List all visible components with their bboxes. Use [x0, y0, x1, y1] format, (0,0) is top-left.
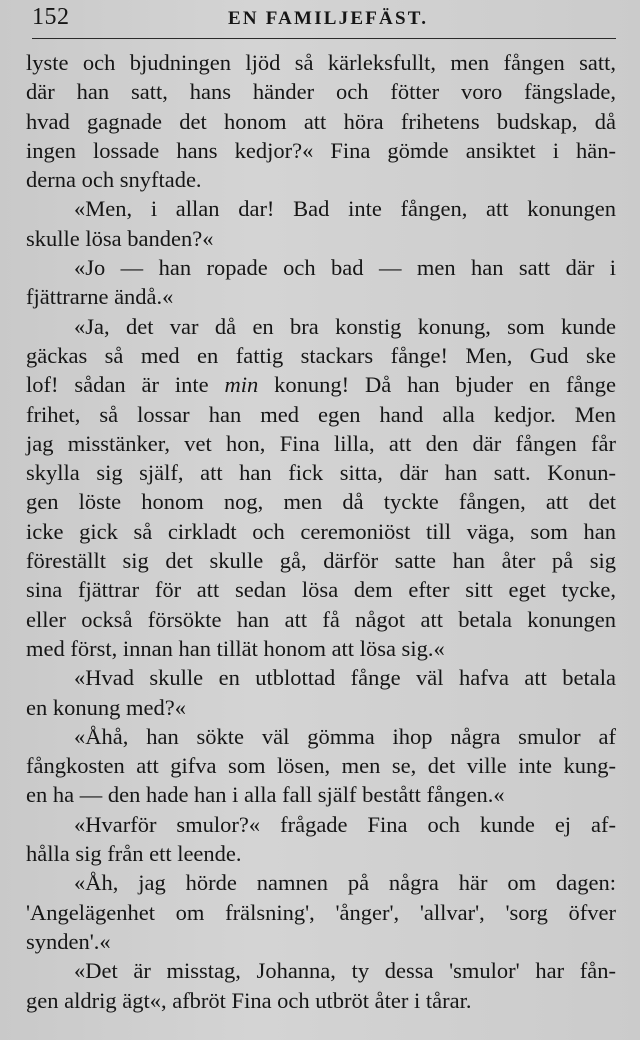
text-line: «Åh, jag hörde namnen på några här om dagen: [74, 870, 616, 896]
text-line: 'Angelägenhet om frälsning', 'ånger', 'allvar', 'sorg öfver [26, 899, 616, 925]
paragraph [26, 956, 616, 1015]
text-line: gäckas så med en fattig stackars fånge! Men, Gud ske [26, 342, 616, 368]
text-line: «Men, i allan dar! Bad inte fången, att konungen [74, 196, 616, 222]
page-number: 152 [32, 4, 70, 30]
text-line: «Ja, det var då en bra konstig konung, som kunde [74, 313, 616, 339]
text-line: hålla sig från ett leende. [26, 841, 242, 867]
paragraph [26, 194, 616, 253]
text-line: föreställt sig det skulle gå, därför satte han åter på sig [26, 548, 616, 574]
text-line: en ha — den hade han i alla fall själf bestått fången.« [26, 782, 505, 808]
text-line: lyste och bjudningen ljöd så kärleksfullt, men fången satt, [26, 50, 616, 75]
text-line: «Åhå, han sökte väl gömma ihop några smulor af [74, 723, 616, 749]
text-line: icke gick så cirkladt och ceremoniöst till väga, som han [26, 518, 616, 544]
body-text [26, 48, 616, 1015]
paragraph [26, 722, 616, 810]
text-line: «Hvarför smulor?« frågade Fina och kunde ej af- [74, 811, 616, 837]
text-line: gen aldrig ägt«, afbröt Fina och utbröt åter i tårar. [26, 987, 472, 1013]
text-line: eller också försökte han att få något att betala konungen [26, 606, 616, 632]
text-line: «Jo — han ropade och bad — men han satt där i [74, 255, 616, 281]
text-line: gen löste honom nog, men då tyckte fången, att det [26, 489, 616, 515]
text-line: där han satt, hans händer och fötter voro fängslade, [26, 79, 616, 105]
paragraph [26, 868, 616, 956]
paragraph [26, 253, 616, 312]
text-line: hvad gagnade det honom att höra frihetens budskap, då [26, 108, 616, 134]
paragraph [26, 312, 616, 664]
text-line: ingen lossade hans kedjor?« Fina gömde ansiktet i hän- [26, 137, 616, 163]
page-header [32, 2, 616, 39]
text-line: jag misstänker, vet hon, Fina lilla, att den där fången får [26, 430, 616, 456]
paragraph [26, 663, 616, 722]
text-line: «Det är misstag, Johanna, ty dessa 'smulor' har fån- [74, 958, 616, 984]
paragraph [26, 810, 616, 869]
text-line: frihet, så lossar han med egen hand alla kedjor. Men [26, 401, 616, 427]
running-head: EN FAMILJEFÄST. [228, 8, 429, 29]
text-line: synden'.« [26, 928, 111, 954]
text-line: sina fjättrar för att sedan lösa dem efter sitt eget tycke, [26, 577, 616, 603]
text-line: en konung med?« [26, 694, 186, 720]
paragraph [26, 48, 616, 194]
text-line: med först, innan han tillät honom att lösa sig.« [26, 635, 445, 661]
text-line: derna och snyftade. [26, 167, 202, 193]
text-line: fjättrarne ändå.« [26, 284, 174, 310]
text-line: lof! sådan är inte min konung! Då han bjuder en fånge [26, 372, 616, 398]
text-line: fångkosten att gifva som lösen, men se, det ville inte kung- [26, 753, 616, 779]
text-line: skylla sig själf, att han fick sitta, där han satt. Konun- [26, 460, 616, 486]
text-line: skulle lösa banden?« [26, 225, 214, 251]
text-line: «Hvad skulle en utblottad fånge väl hafva att betala [74, 665, 616, 691]
